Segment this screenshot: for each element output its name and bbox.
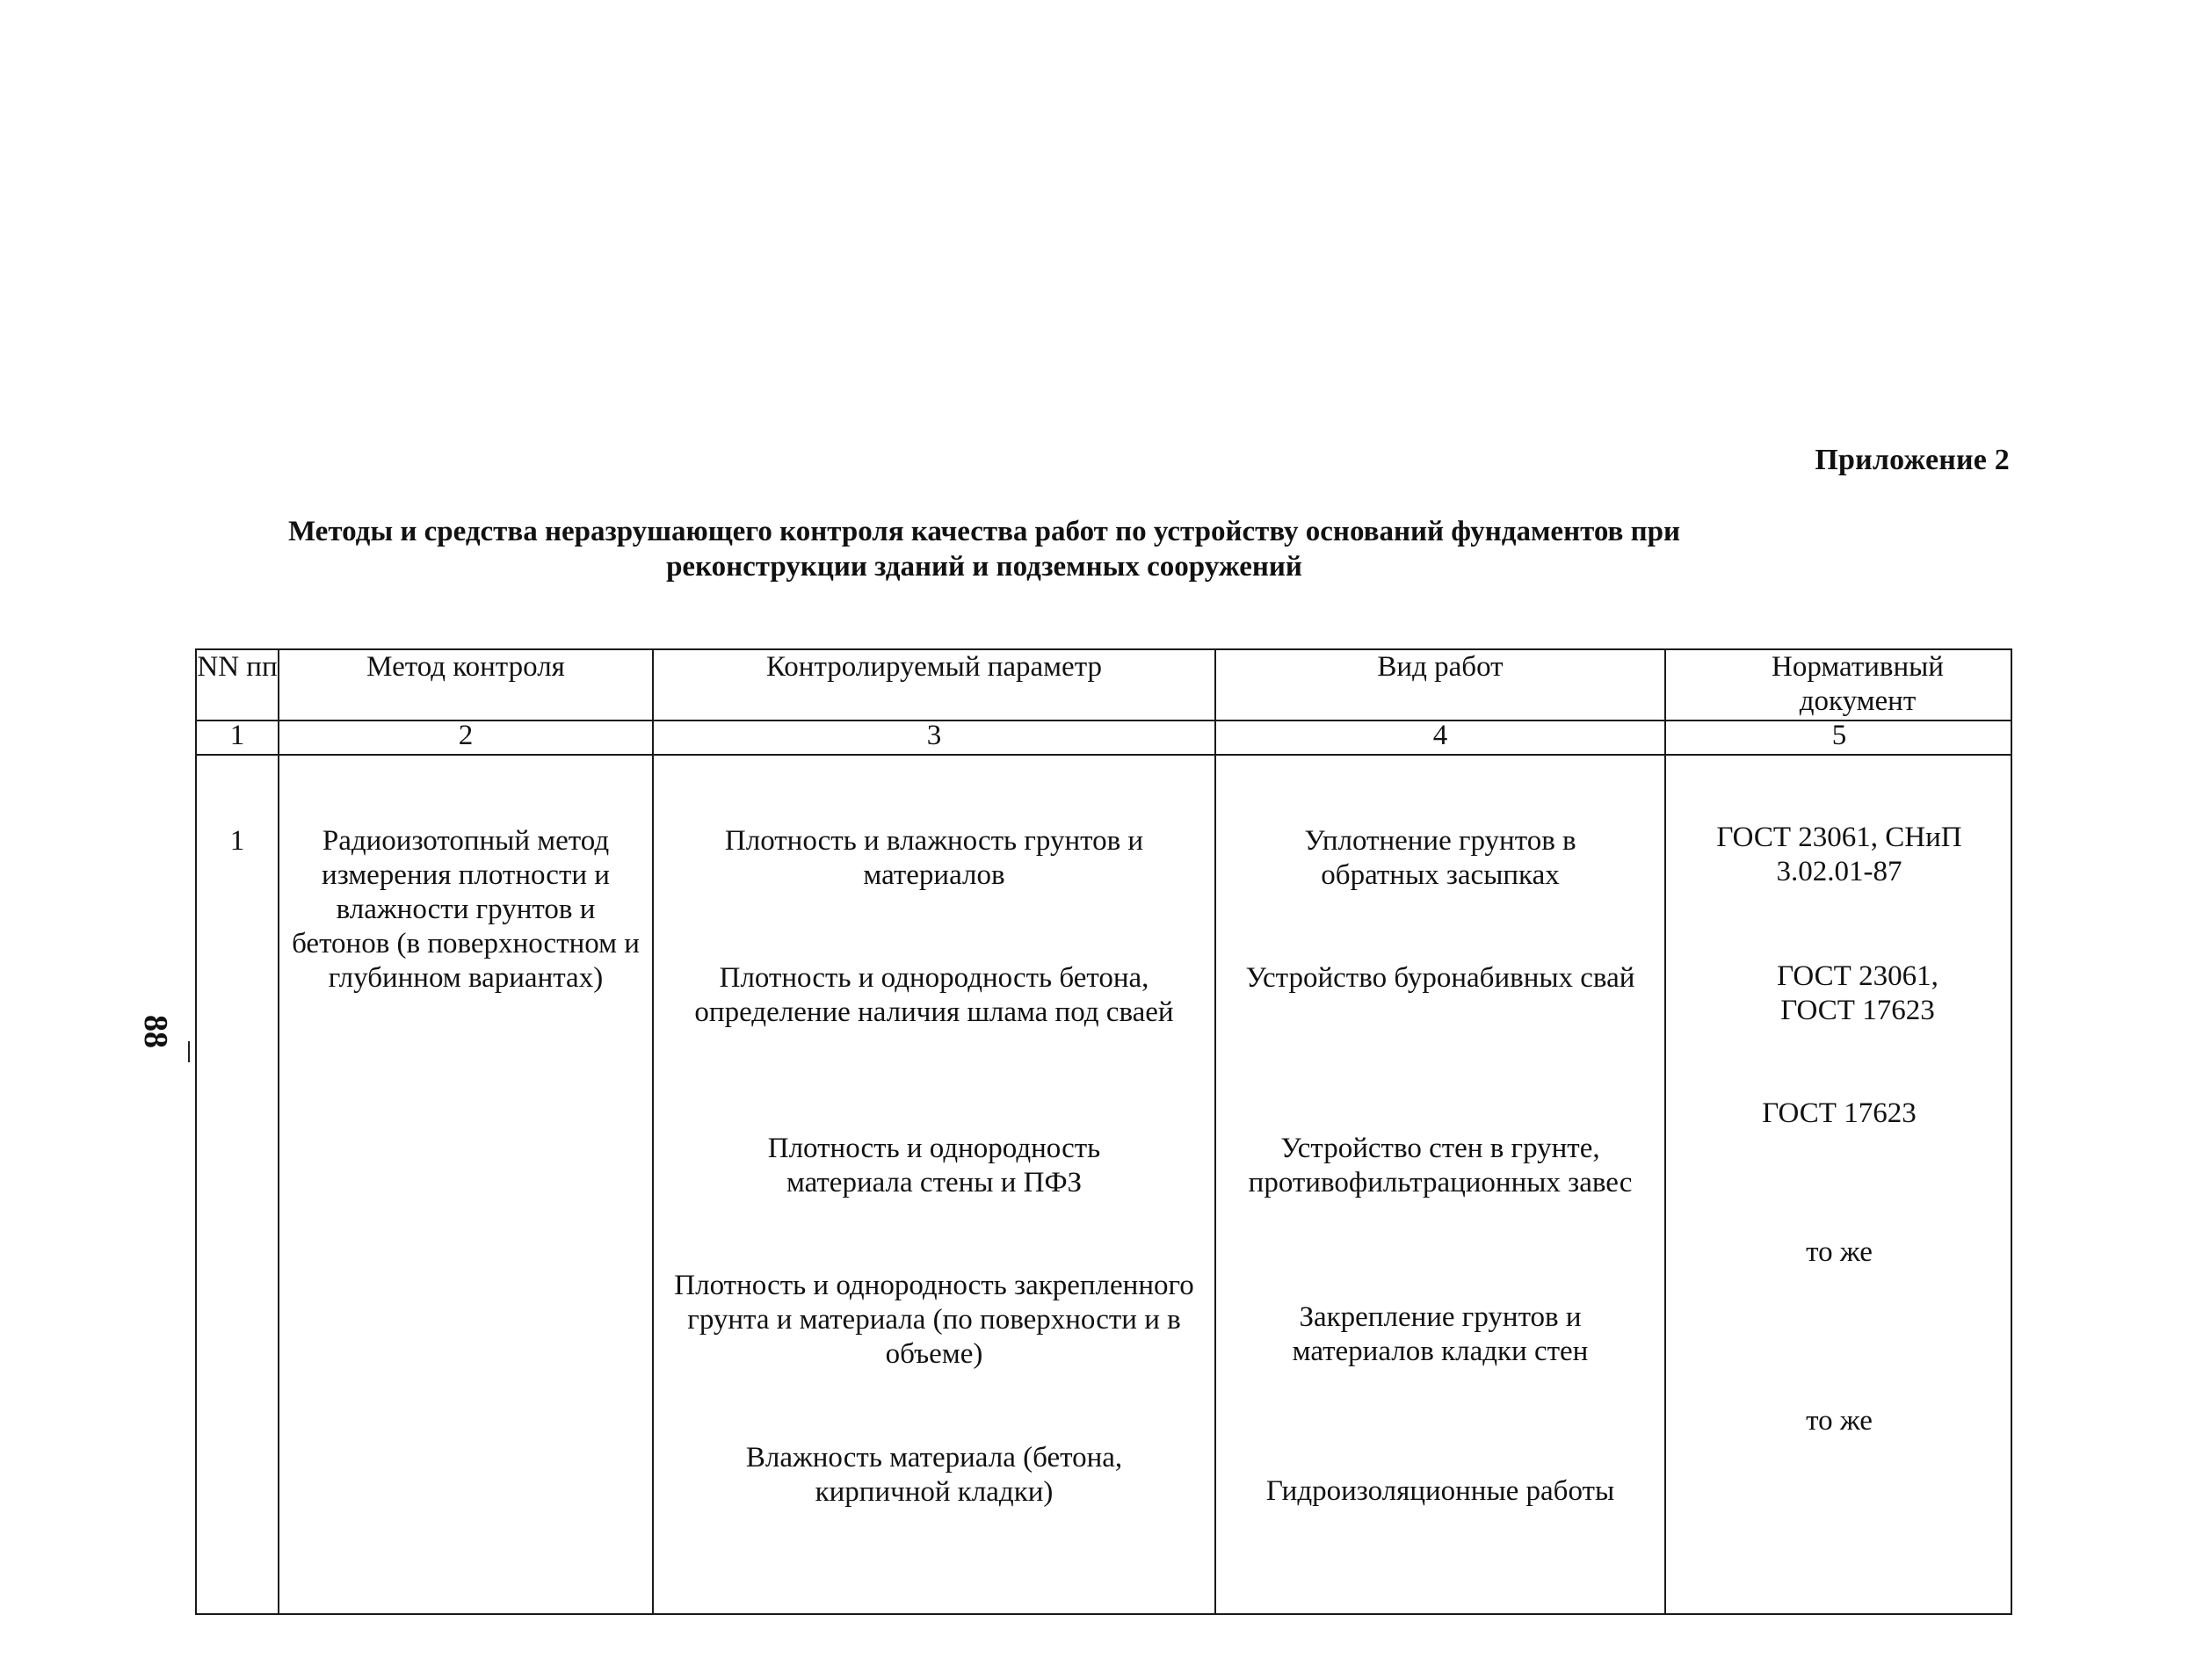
work-type-item: Уплотнение грунтов в обратных засыпках <box>1304 825 1576 891</box>
work-type-item: Устройство стен в грунте, противофильтрационных завес <box>1248 1133 1633 1198</box>
column-number: 5 <box>1831 720 1847 751</box>
column-number: 4 <box>1432 720 1448 751</box>
column-number: 1 <box>229 720 245 751</box>
column-number: 3 <box>926 720 942 751</box>
document-title: Методы и средства неразрушающего контроля качества работ по устройству оснований фундаментов при реконструкции зданий и подземных сооружений <box>287 516 1681 583</box>
control-methods-table <box>195 648 2012 1615</box>
page-number: 88 <box>137 1015 174 1048</box>
column-divider <box>652 650 654 1613</box>
work-type-item: Устройство буронабивных свай <box>1245 962 1635 994</box>
column-divider <box>278 650 279 1613</box>
row-number: 1 <box>229 825 245 857</box>
normative-doc-item: ГОСТ 23061, ГОСТ 17623 <box>1777 960 1938 1026</box>
work-type-item: Гидроизоляционные работы <box>1265 1475 1615 1507</box>
appendix-label: Приложение 2 <box>1815 444 2010 476</box>
normative-doc-item: то же <box>1806 1405 1873 1437</box>
parameter-item: Плотность и влажность грунтов и материалов <box>724 825 1144 891</box>
column-number: 2 <box>458 720 474 751</box>
header-parameter: Контролируемый параметр <box>765 651 1103 683</box>
method-description: Радиоизотопный метод измерения плотности и влажности грунтов и бетонов (в поверхностном и глубинном вариантах) <box>292 825 640 994</box>
column-divider <box>1664 650 1666 1613</box>
page-number-tick <box>188 1041 190 1062</box>
header-number: NN пп <box>197 651 278 683</box>
normative-doc-item: ГОСТ 23061, СНиП 3.02.01-87 <box>1716 822 1962 887</box>
parameter-item: Влажность материала (бетона, кирпичной кладки) <box>745 1442 1123 1508</box>
normative-doc-item: ГОСТ 17623 <box>1762 1097 1917 1129</box>
header-normative-doc: Нормативный документ <box>1772 651 1944 717</box>
parameter-item: Плотность и однородность материала стены и ПФЗ <box>767 1133 1101 1198</box>
parameter-item: Плотность и однородность бетона, определение наличия шлама под сваей <box>694 962 1174 1028</box>
header-work-type: Вид работ <box>1377 651 1504 683</box>
column-divider <box>1214 650 1216 1613</box>
parameter-item: Плотность и однородность закрепленного грунта и материала (по поверхности и в объеме) <box>674 1270 1194 1370</box>
column-number-divider <box>197 754 2011 756</box>
normative-doc-item: то же <box>1806 1236 1873 1268</box>
work-type-item: Закрепление грунтов и материалов кладки стен <box>1292 1301 1589 1367</box>
header-method: Метод контроля <box>366 651 565 683</box>
